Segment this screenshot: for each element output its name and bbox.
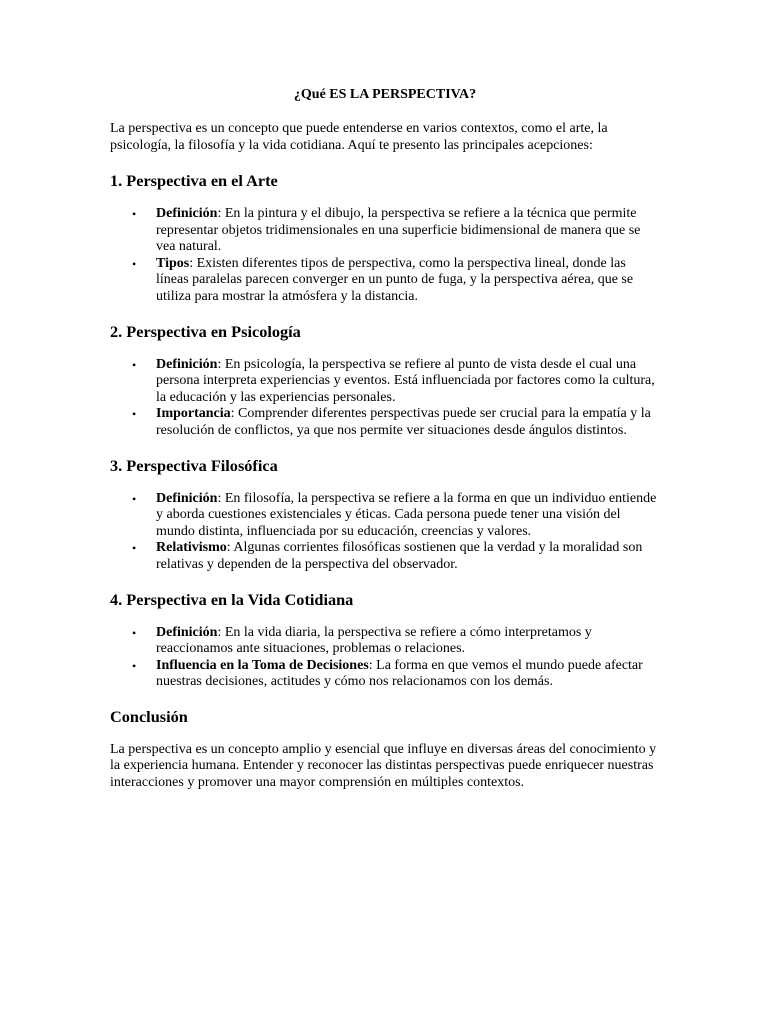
bullet-icon: • bbox=[132, 541, 137, 556]
bullet-term: Definición bbox=[156, 624, 218, 640]
list-item bbox=[110, 658, 660, 691]
conclusion-paragraph: La perspectiva es un concepto amplio y esencial que influye en diversas áreas del conocimiento y la experiencia humana. Entender y reconocer las distintas perspectivas puede enriquecer nuestras interacciones y promover una mayor comprensión en múltiples contextos. bbox=[110, 741, 657, 791]
bullet-list bbox=[110, 357, 660, 440]
bullet-term: Definición bbox=[156, 490, 218, 506]
bullet-term: Importancia bbox=[156, 406, 231, 422]
bullet-list bbox=[110, 625, 660, 691]
bullet-text: : Algunas corrientes filosóficas sostienen que la verdad y la moralidad son relativas y dependen de la perspectiva del observador. bbox=[156, 540, 643, 572]
section-heading: 2. Perspectiva en Psicología bbox=[110, 321, 301, 341]
bullet-text: : Comprender diferentes perspectivas puede ser crucial para la empatía y la resolución de conflictos, ya que nos permite ver situaciones desde ángulos distintos. bbox=[156, 406, 651, 438]
section-conclusion bbox=[110, 707, 660, 792]
bullet-term: Tipos bbox=[156, 255, 190, 271]
bullet-icon: • bbox=[132, 407, 137, 422]
list-item bbox=[110, 625, 660, 658]
bullet-text: : En filosofía, la perspectiva se refiere a la forma en que un individuo entiende y aborda cuestiones existenciales y éticas. Cada persona puede tener una visión del mundo distinta, influenciada por su educación, creencias y valores. bbox=[156, 490, 657, 539]
bullet-icon: • bbox=[132, 625, 137, 640]
section-heading: 1. Perspectiva en el Arte bbox=[110, 171, 278, 190]
bullet-list bbox=[110, 206, 660, 306]
bullet-term: Influencia en la Toma de Decisiones bbox=[156, 657, 369, 673]
bullet-icon: • bbox=[132, 658, 137, 673]
section-heading: 4. Perspectiva en la Vida Cotidiana bbox=[110, 589, 354, 609]
list-item bbox=[110, 540, 660, 573]
bullet-text: : En psicología, la perspectiva se refiere al punto de vista desde el cual una persona interpreta experiencias y eventos. Está influenciada por factores como la cultura, la educación y las experiencias personales. bbox=[156, 356, 655, 405]
bullet-icon: • bbox=[132, 491, 137, 506]
section-psychology bbox=[110, 322, 660, 440]
section-daily-life bbox=[110, 590, 660, 691]
bullet-term: Definición bbox=[156, 206, 218, 221]
bullet-icon: • bbox=[132, 207, 137, 221]
document-title: ¿Qué ES LA PERSPECTIVA? bbox=[293, 87, 477, 102]
section-heading: 3. Perspectiva Filosófica bbox=[110, 455, 278, 475]
conclusion-heading: Conclusión bbox=[110, 706, 188, 726]
bullet-term: Definición bbox=[156, 356, 218, 372]
list-item bbox=[110, 357, 660, 407]
list-item bbox=[110, 406, 660, 439]
bullet-text: : La forma en que vemos el mundo puede afectar nuestras decisiones, actitudes y cómo nos relacionamos con los demás. bbox=[156, 657, 643, 690]
section-philosophy bbox=[110, 456, 660, 574]
bullet-text: : Existen diferentes tipos de perspectiva, como la perspectiva lineal, donde las líneas paralelas parecen converger en un punto de fuga, y la perspectiva aérea, que se utiliza para mostrar la atmósfera y la distancia. bbox=[156, 255, 634, 304]
intro-paragraph: La perspectiva es un concepto que puede entenderse en varios contextos, como el arte, la psicología, la filosofía y la vida cotidiana. Aquí te presento las principales acepciones: bbox=[110, 121, 608, 153]
document-page bbox=[110, 86, 660, 792]
list-item bbox=[110, 491, 660, 541]
bullet-term: Relativismo bbox=[156, 540, 227, 556]
list-item bbox=[110, 256, 660, 306]
bullet-icon: • bbox=[132, 357, 137, 372]
list-item bbox=[110, 206, 660, 256]
bullet-icon: • bbox=[132, 256, 137, 271]
section-art bbox=[110, 171, 660, 306]
bullet-text: : En la pintura y el dibujo, la perspectiva se refiere a la técnica que permite representar objetos tridimensionales en una superficie bidimensional de manera que se vea natural. bbox=[156, 206, 641, 255]
bullet-text: : En la vida diaria, la perspectiva se refiere a cómo interpretamos y reaccionamos ante situaciones, problemas o relaciones. bbox=[156, 624, 592, 657]
bullet-list bbox=[110, 491, 660, 574]
